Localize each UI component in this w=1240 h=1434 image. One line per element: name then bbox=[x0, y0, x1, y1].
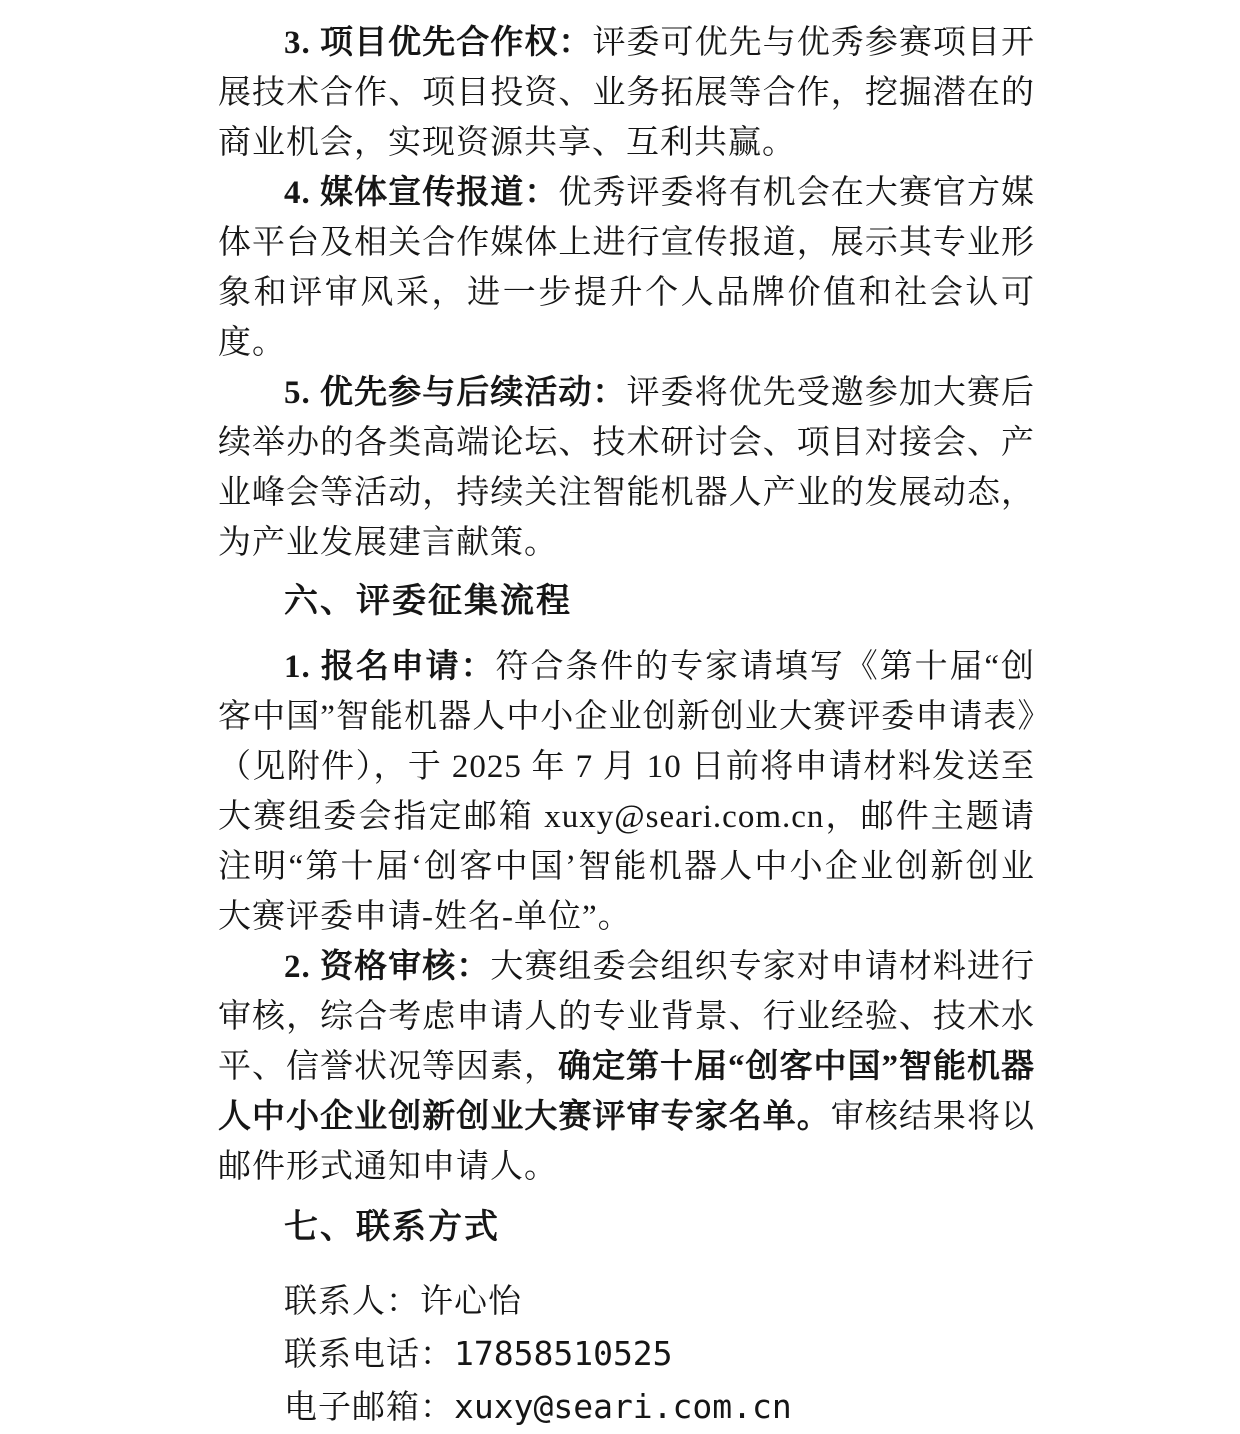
paragraph-review-text-bold: 确定第十届“创客中国”智能机器人中小企业创新创业大赛评审专家名单。 bbox=[218, 1049, 1035, 1135]
paragraph-benefit-4-lead: 4. 媒体宣传报道： bbox=[284, 175, 559, 211]
contact-person-label: 联系人： bbox=[284, 1284, 420, 1320]
paragraph-benefit-5 bbox=[218, 368, 1035, 568]
paragraph-apply bbox=[218, 642, 1035, 942]
section-heading-7: 七、联系方式 bbox=[283, 1207, 500, 1247]
contact-email-value: xuxy@seari.com.cn bbox=[454, 1387, 792, 1426]
paragraph-apply-lead: 1. 报名申请： bbox=[284, 649, 496, 685]
contact-phone-value: 17858510525 bbox=[454, 1334, 673, 1373]
section-heading-6: 六、评委征集流程 bbox=[283, 581, 572, 621]
paragraph-benefit-5-lead: 5. 优先参与后续活动： bbox=[284, 375, 627, 411]
paragraph-benefit-4-text: 优秀评委将有机会在大赛官方媒体平台及相关合作媒体上进行宣传报道，展示其专业形象和评审风采，进一步提升个人品牌价值和社会认可度。 bbox=[218, 175, 1036, 361]
paragraph-benefit-4 bbox=[218, 168, 1035, 368]
paragraph-benefit-3 bbox=[218, 18, 1035, 168]
paragraph-review-text-after: 审核结果将以邮件形式通知申请人。 bbox=[218, 1099, 1036, 1185]
contact-block bbox=[284, 1276, 1035, 1434]
contact-phone-line bbox=[284, 1328, 1035, 1381]
paragraph-review-lead: 2. 资格审核： bbox=[284, 949, 491, 985]
paragraph-benefit-5-text: 评委将优先受邀参加大赛后续举办的各类高端论坛、技术研讨会、项目对接会、产业峰会等活动，持续关注智能机器人产业的发展动态，为产业发展建言献策。 bbox=[218, 375, 1036, 561]
paragraph-review-text-before: 大赛组委会组织专家对申请材料进行审核，综合考虑申请人的专业背景、行业经验、技术水平、信誉状况等因素， bbox=[218, 949, 1036, 1085]
contact-email-line bbox=[284, 1381, 1035, 1434]
paragraph-benefit-3-text: 评委可优先与优秀参赛项目开展技术合作、项目投资、业务拓展等合作，挖掘潜在的商业机会，实现资源共享、互利共赢。 bbox=[218, 25, 1036, 161]
contact-person-value: 许心怡 bbox=[420, 1284, 522, 1320]
paragraph-apply-text: 符合条件的专家请填写《第十届“创客中国”智能机器人中小企业创新创业大赛评委申请表》（见附件），于 2025 年 7 月 10 日前将申请材料发送至大赛组委会指定邮箱 xuxy@seari.com.cn，邮件主题请注明“第十届‘创客中国’智能机器人中小企业创新创业大赛评委申请-姓名-单位”。 bbox=[218, 649, 1035, 935]
paragraph-review bbox=[218, 942, 1035, 1192]
contact-person-line bbox=[284, 1276, 1035, 1328]
contact-email-label: 电子邮箱： bbox=[284, 1390, 454, 1426]
contact-phone-label: 联系电话： bbox=[284, 1337, 454, 1373]
paragraph-benefit-3-lead: 3. 项目优先合作权： bbox=[284, 25, 593, 61]
